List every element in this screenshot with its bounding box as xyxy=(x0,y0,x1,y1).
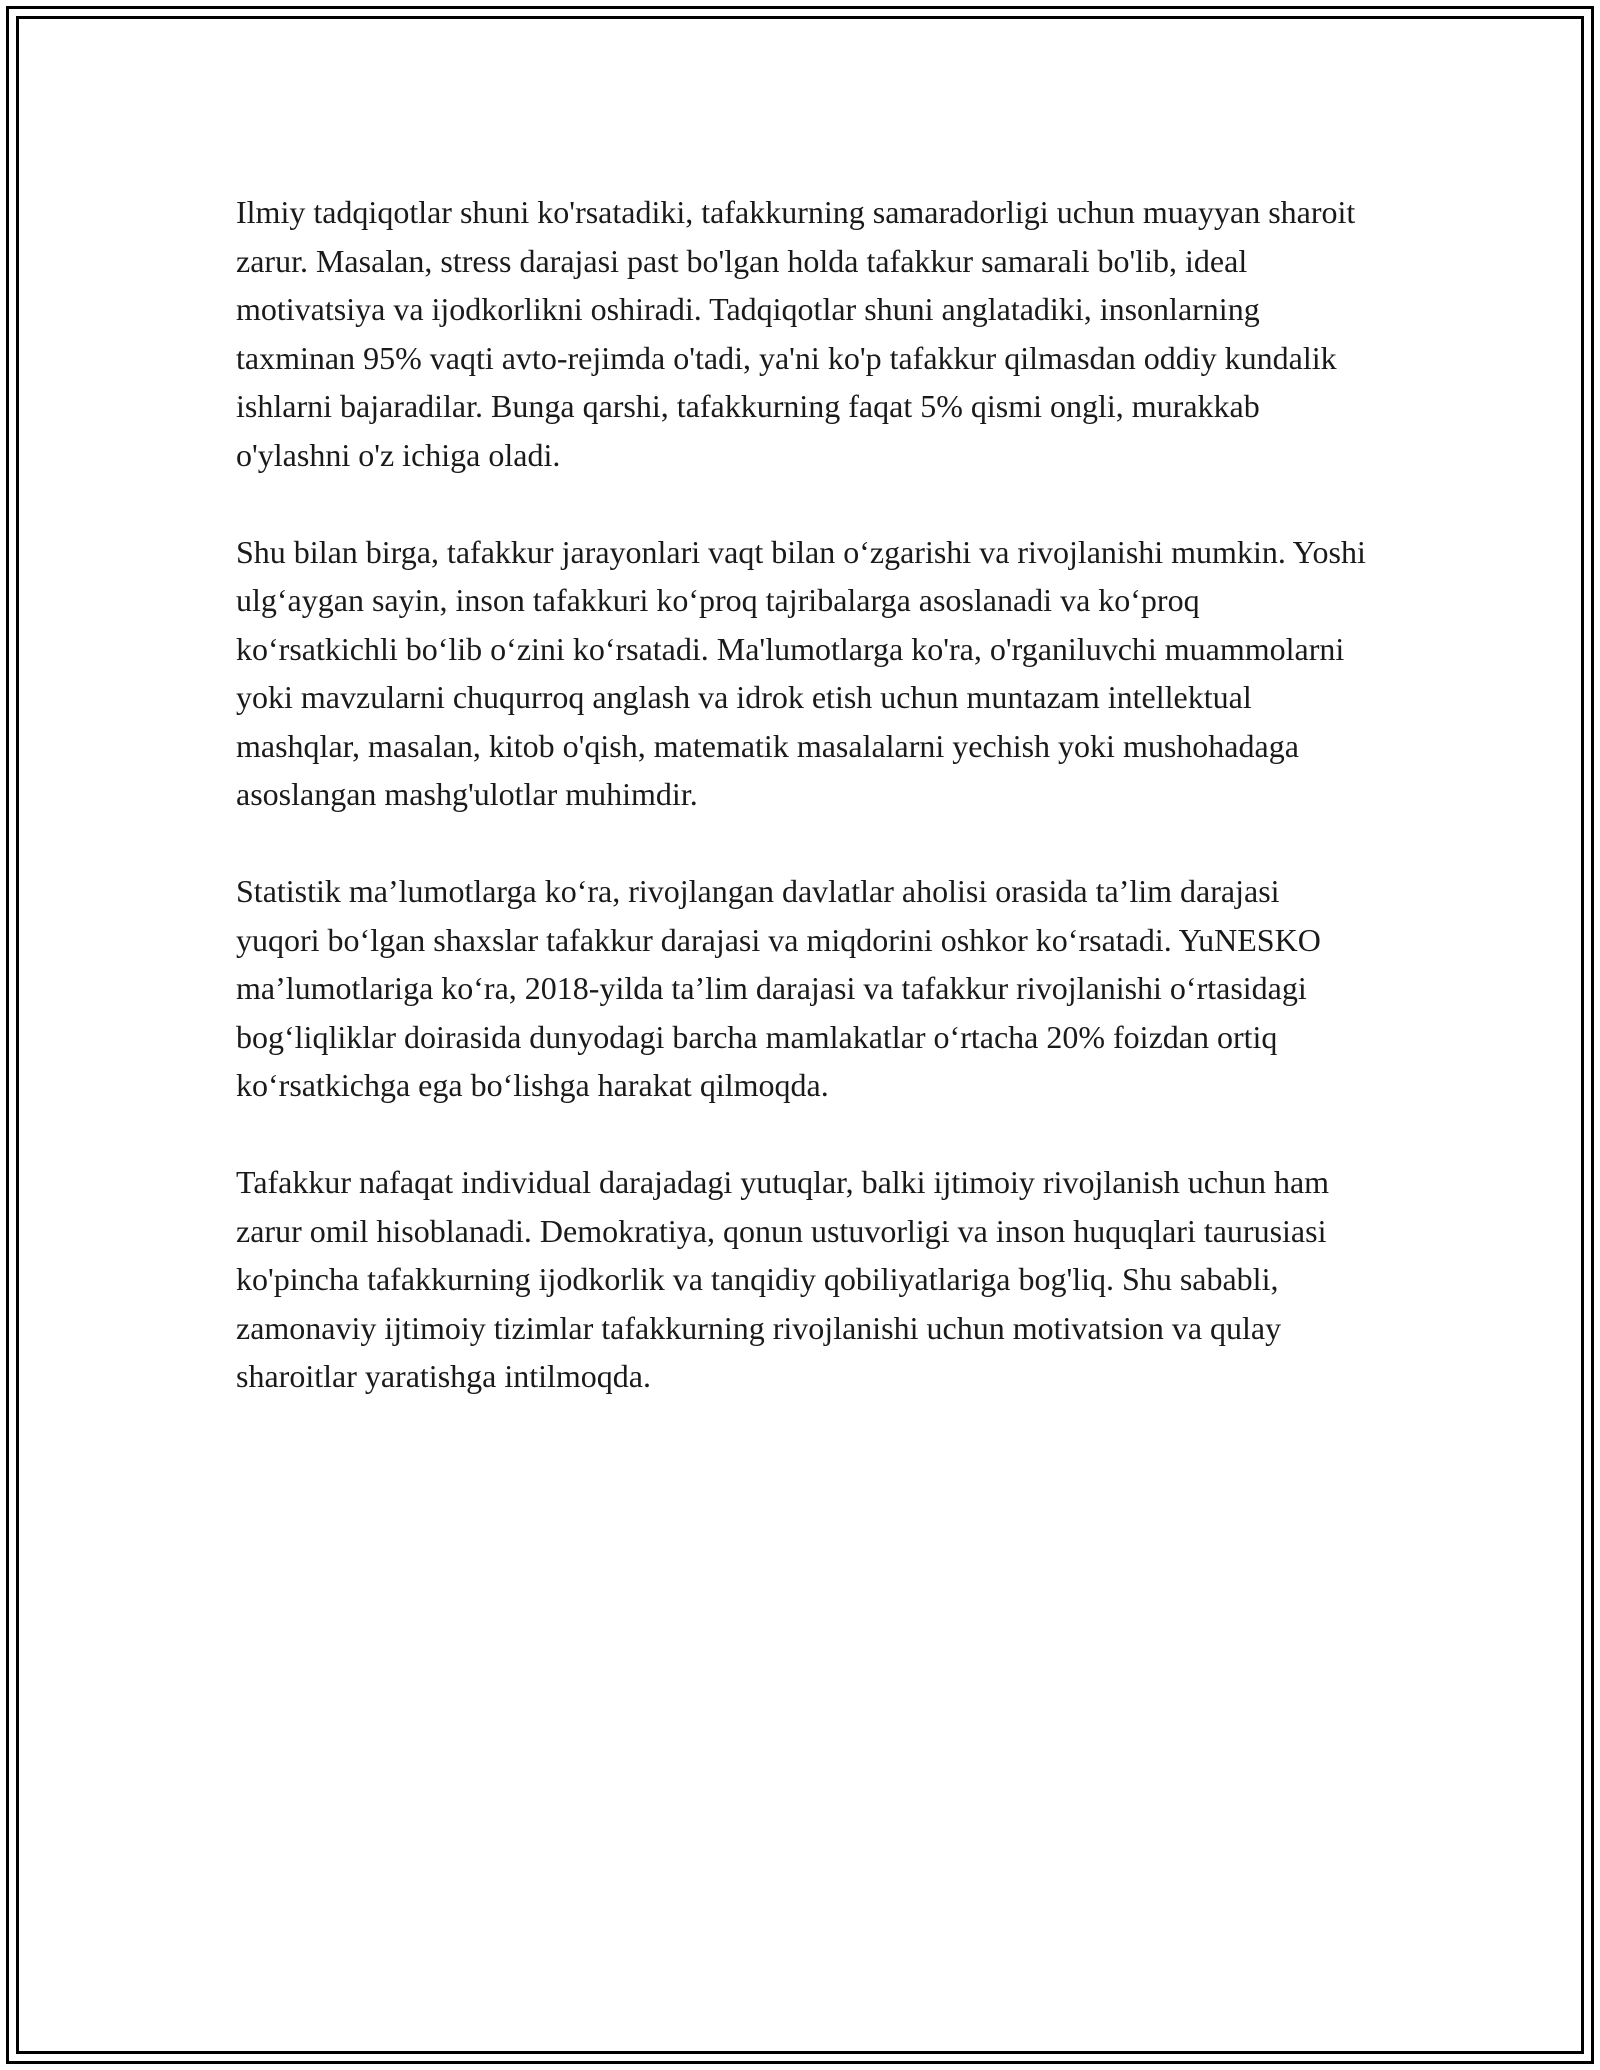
paragraph-social-development: Tafakkur nafaqat individual darajadagi yutuqlar, balki ijtimoiy rivojlanish uchun ham zarur omil hisoblanadi. Demokratiya, qonun ustuvorligi va inson huquqlari taurusiasi ko'pincha tafakkurning ijodkorlik va tanqidiy qobiliyatlariga bog'liq. Shu sababli, zamonaviy ijtimoiy tizimlar tafakkurning rivojlanishi uchun motivatsion va qulay sharoitlar yaratishga intilmoqda. xyxy=(236,1164,1330,1394)
paragraph-thinking-efficiency: Ilmiy tadqiqotlar shuni ko'rsatadiki, tafakkurning samaradorligi uchun muayyan sharoit zarur. Masalan, stress darajasi past bo'lgan holda tafakkur samarali bo'lib, ideal motivatsiya va ijodkorlikni oshiradi. Tadqiqotlar shuni anglatadiki, insonlarning taxminan 95% vaqti avto-rejimda o'tadi, ya'ni ko'p tafakkur qilmasdan oddiy kundalik ishlarni bajaradilar. Bunga qarshi, tafakkurning faqat 5% qismi ongli, murakkab o'ylashni o'z ichiga oladi. xyxy=(236,194,1356,473)
paragraph-education-statistics: Statistik ma’lumotlarga ko‘ra, rivojlangan davlatlar aholisi orasida ta’lim darajasi yuqori bo‘lgan shaxslar tafakkur darajasi va miqdorini oshkor ko‘rsatadi. YuNESKO ma’lumotlariga ko‘ra, 2018-yilda ta’lim darajasi va tafakkur rivojlanishi o‘rtasidagi bog‘liqliklar doirasida dunyodagi barcha mamlakatlar o‘rtacha 20% foizdan ortiq ko‘rsatkichga ega bo‘lishga harakat qilmoqda. xyxy=(236,873,1321,1103)
paragraph-thinking-development: Shu bilan birga, tafakkur jarayonlari vaqt bilan o‘zgarishi va rivojlanishi mumkin. Yoshi ulg‘aygan sayin, inson tafakkuri ko‘proq tajribalarga asoslanadi va ko‘proq ko‘rsatkichli bo‘lib o‘zini ko‘rsatadi. Ma'lumotlarga ko'ra, o'rganiluvchi muammolarni yoki mavzularni chuqurroq anglash va idrok etish uchun muntazam intellektual mashqlar, masalan, kitob o'qish, matematik masalalarni yechish yoki mushohadaga asoslangan mashg'ulotlar muhimdir. xyxy=(236,533,1366,812)
document-body xyxy=(236,188,1366,1449)
